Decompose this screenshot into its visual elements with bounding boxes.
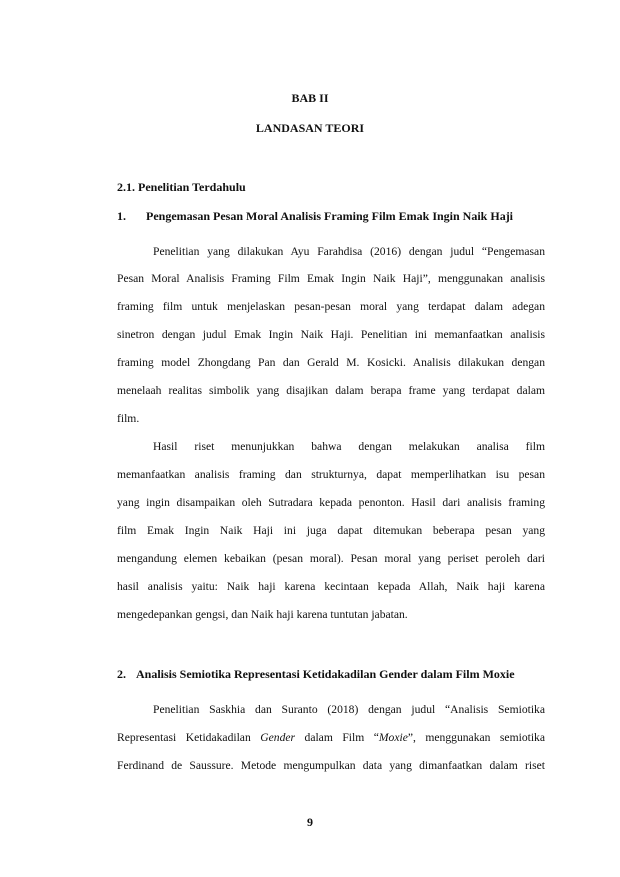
paragraph-line: Penelitian Saskhia dan Suranto (2018) dengan judul “Analisis Semiotika — [153, 703, 545, 716]
item-2-heading-row — [117, 667, 515, 682]
paragraph-line — [117, 731, 545, 745]
page-number: 9 — [307, 815, 313, 829]
paragraph-line: Penelitian yang dilakukan Ayu Farahdisa (2016) dengan judul “Pengemasan — [153, 245, 545, 258]
paragraph-line: framing film untuk menjelaskan pesan-pesan moral yang terdapat dalam adegan — [117, 300, 545, 313]
item-1-number: 1. — [117, 209, 126, 223]
text-run: Representasi Ketidakadilan — [117, 731, 261, 744]
paragraph-line: Hasil riset menunjukkan bahwa dengan melakukan analisa film — [153, 440, 545, 453]
paragraph-line: Pesan Moral Analisis Framing Film Emak Ingin Naik Haji”, menggunakan analisis — [117, 272, 545, 285]
text-run: ”, menggunakan semiotika — [407, 731, 545, 744]
paragraph-line: film Emak Ingin Naik Haji ini juga dapat ditemukan beberapa pesan yang — [117, 524, 545, 537]
item-2-number: 2. — [117, 667, 126, 681]
item-1-heading-row — [117, 209, 513, 224]
italic-term-gender: Gender — [260, 731, 296, 744]
paragraph-line: memanfaatkan analisis framing dan strukturnya, dapat memperlihatkan isu pesan — [117, 468, 545, 481]
paragraph-line: mengedepankan gengsi, dan Naik haji karena tuntutan jabatan. — [117, 608, 408, 621]
paragraph-line: yang ingin disampaikan oleh Sutradara kepada penonton. Hasil dari analisis framing — [117, 496, 545, 509]
item-1-heading: Pengemasan Pesan Moral Analisis Framing Film Emak Ingin Naik Haji — [146, 209, 514, 223]
paragraph-line: framing model Zhongdang Pan dan Gerald M. Kosicki. Analisis dilakukan dengan — [117, 356, 545, 369]
section-title: 2.1. Penelitian Terdahulu — [117, 180, 246, 194]
paragraph-line: film. — [117, 412, 140, 425]
paragraph-line: hasil analisis yaitu: Naik haji karena kecintaan kepada Allah, Naik haji karena — [117, 580, 545, 593]
item-2-heading: Analisis Semiotika Representasi Ketidakadilan Gender dalam Film Moxie — [136, 667, 515, 681]
chapter-title: LANDASAN TEORI — [255, 121, 365, 135]
paragraph-line: mengandung elemen kebaikan (pesan moral). Pesan moral yang periset peroleh dari — [117, 552, 545, 565]
italic-term-moxie: Moxie — [378, 731, 408, 744]
text-run: dalam Film “ — [295, 731, 379, 744]
chapter-number: BAB II — [291, 91, 329, 105]
paragraph-line: sinetron dengan judul Emak Ingin Naik Haji. Penelitian ini memanfaatkan analisis — [117, 328, 545, 341]
paragraph-line: menelaah realitas simbolik yang disajikan dalam berapa frame yang terdapat dalam — [117, 384, 545, 397]
paragraph-line: Ferdinand de Saussure. Metode mengumpulkan data yang dimanfaatkan dalam riset — [117, 759, 545, 772]
